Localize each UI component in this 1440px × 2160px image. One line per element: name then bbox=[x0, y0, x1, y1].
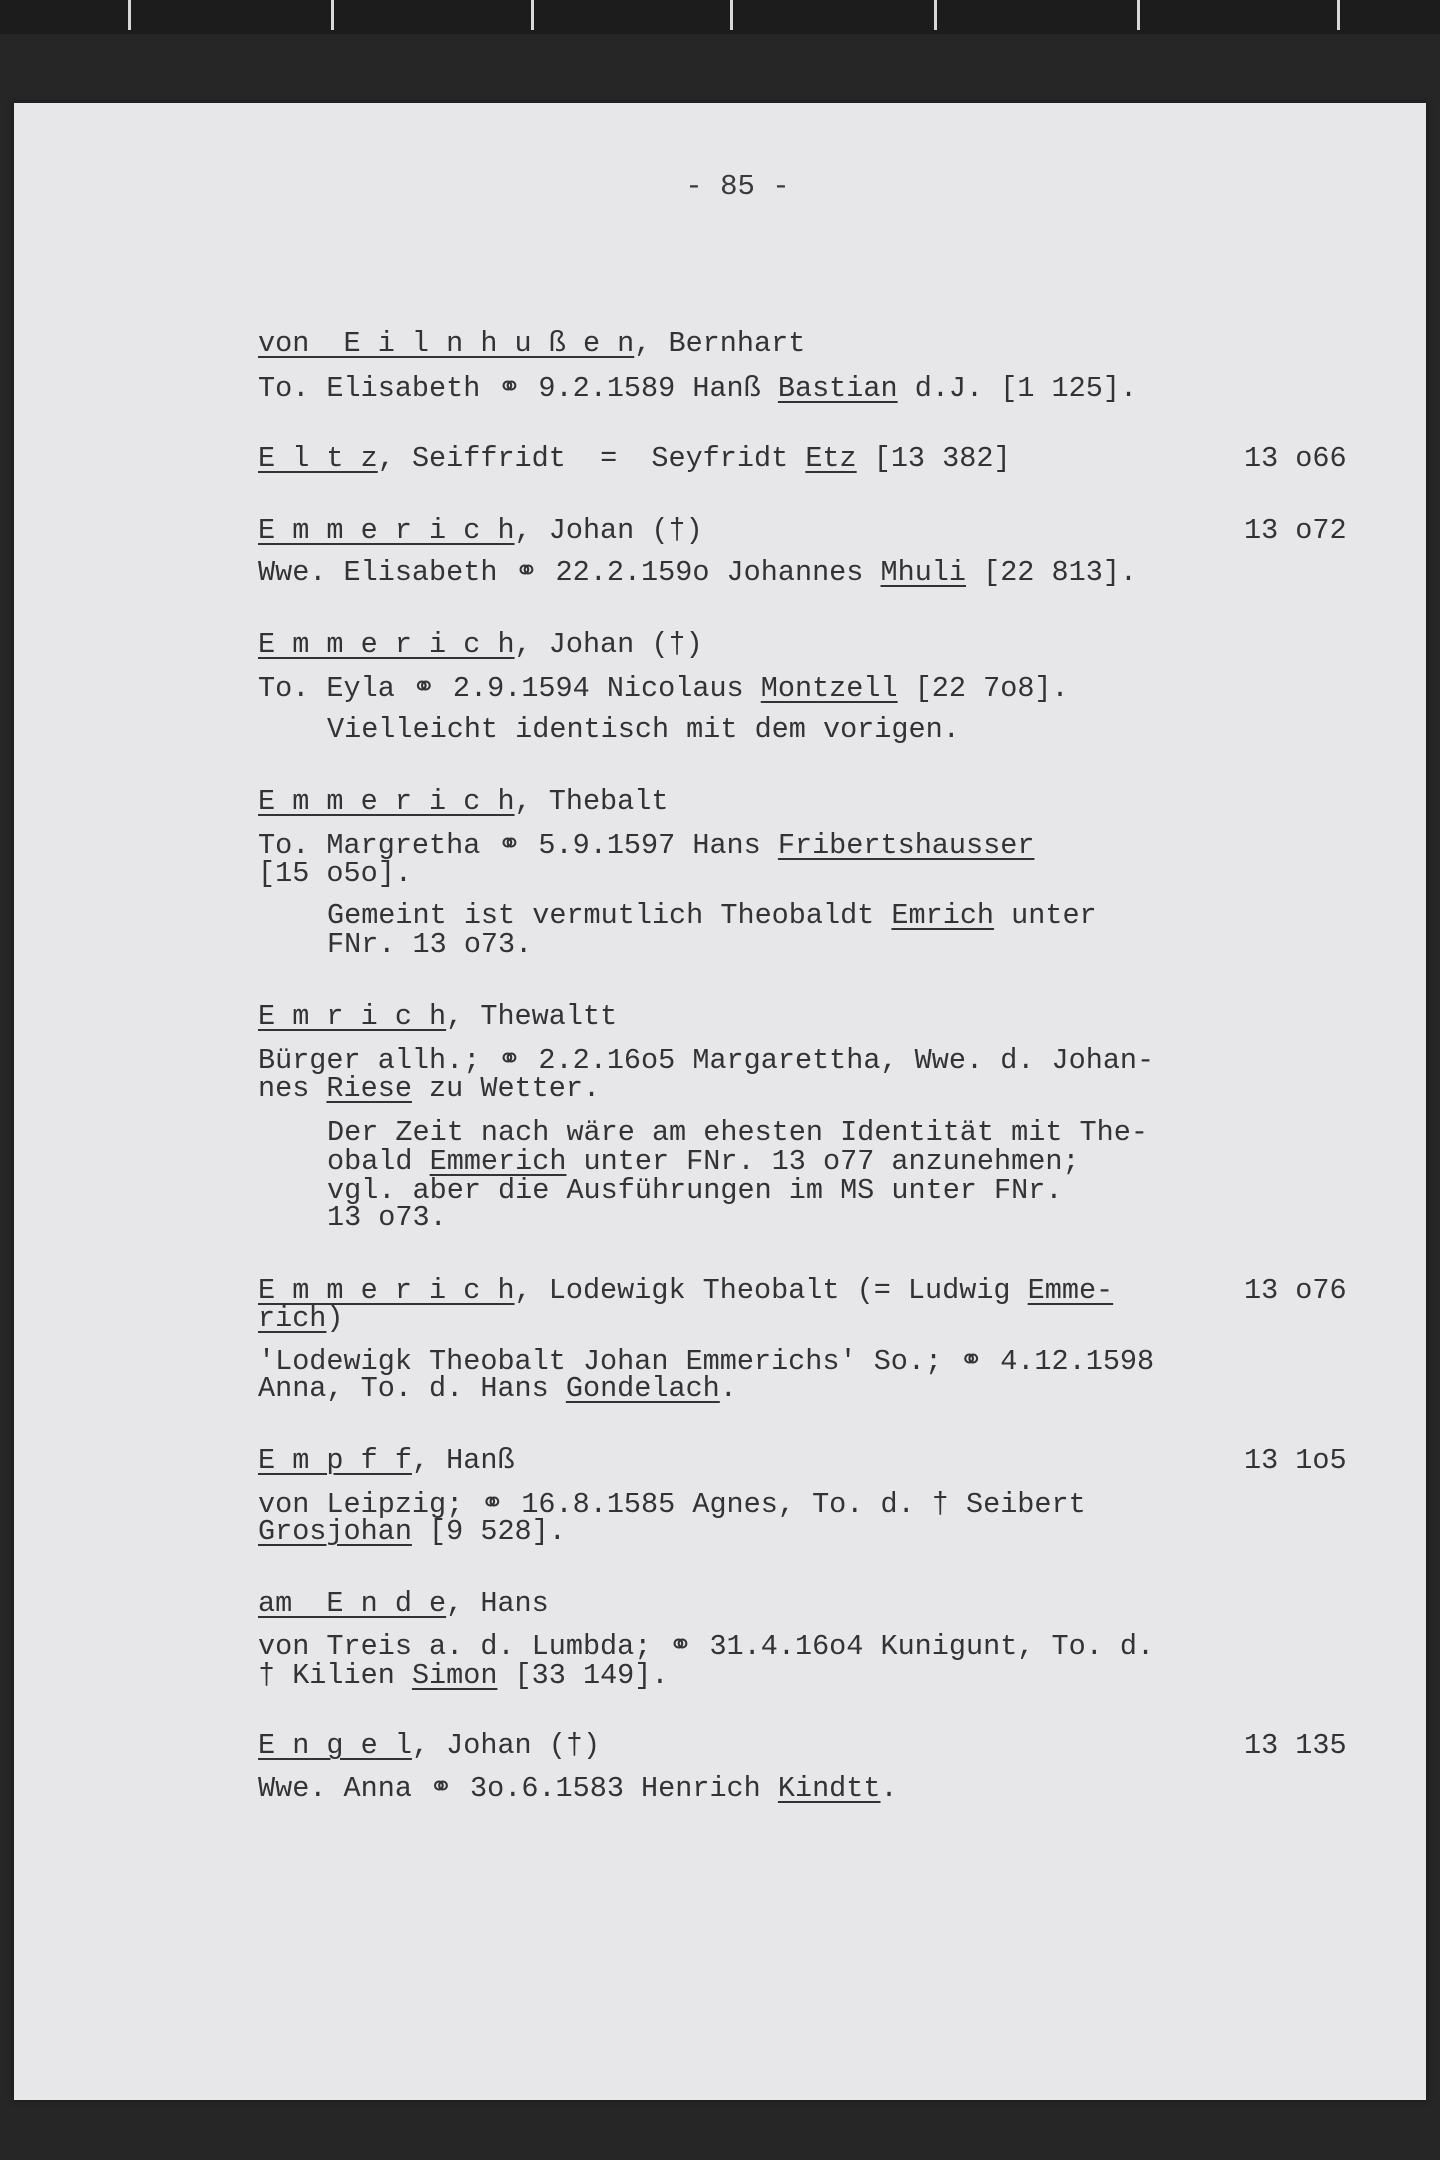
ruler-tick bbox=[1137, 0, 1140, 30]
underlined-name: Grosjohan bbox=[258, 1515, 412, 1548]
entry-body-line bbox=[258, 671, 1069, 707]
entry-body-line bbox=[258, 1771, 898, 1807]
text-segment: , Bernhart bbox=[634, 327, 806, 360]
family-number: 13 o66 bbox=[1244, 442, 1347, 475]
underlined-name: Montzell bbox=[760, 672, 898, 705]
text-segment: Gemeint ist vermutlich Theobaldt bbox=[327, 899, 892, 932]
underlined-name: E n g e l bbox=[258, 1729, 412, 1762]
ruler-tick bbox=[128, 0, 131, 30]
underlined-name: Kindtt bbox=[777, 1772, 881, 1805]
family-number: 13 135 bbox=[1244, 1729, 1347, 1762]
text-segment: , Seiffridt = Seyfridt bbox=[377, 442, 806, 475]
text-segment: † Kilien bbox=[258, 1659, 412, 1692]
entry-body-line bbox=[258, 1071, 600, 1107]
entry-head-line bbox=[258, 513, 703, 549]
underlined-name: E l t z bbox=[258, 442, 378, 475]
ruler-tick bbox=[934, 0, 937, 30]
underlined-name: Emmerich bbox=[429, 1145, 567, 1178]
text-segment: [22 7o8]. bbox=[897, 672, 1069, 705]
underlined-name: E m r i c h bbox=[258, 1000, 447, 1033]
underlined-name: Bastian bbox=[777, 372, 898, 405]
text-segment: Anna, To. d. Hans bbox=[258, 1372, 566, 1405]
ruler-tick bbox=[730, 0, 733, 30]
text-segment: , Hanß bbox=[411, 1444, 515, 1477]
entry-head-line bbox=[258, 326, 805, 362]
entry-body-line bbox=[258, 1514, 566, 1550]
underlined-name: E m m e r i c h bbox=[258, 628, 515, 661]
text-segment: von Leipzig; ⚭ 16.8.1585 Agnes, To. d. † Seibert bbox=[258, 1488, 1086, 1521]
entry-head-line bbox=[258, 627, 703, 663]
ruler-tick bbox=[531, 0, 534, 30]
ruler-tick bbox=[331, 0, 334, 30]
text-segment: [13 382] bbox=[856, 442, 1011, 475]
underlined-name: Mhuli bbox=[880, 556, 966, 589]
text-segment: , Thebalt bbox=[514, 785, 669, 818]
underlined-name: E m p f f bbox=[258, 1444, 412, 1477]
text-segment: Wwe. Anna ⚭ 3o.6.1583 Henrich bbox=[258, 1772, 778, 1805]
text-segment: [15 o5o]. bbox=[258, 857, 412, 890]
entry-note-line bbox=[327, 927, 532, 963]
text-segment: von Treis a. d. Lumbda; ⚭ 31.4.16o4 Kunigunt, To. d. bbox=[258, 1630, 1155, 1663]
underlined-name: E m m e r i c h bbox=[258, 514, 515, 547]
underlined-name: Fribertshausser bbox=[777, 829, 1035, 862]
text-segment: [9 528]. bbox=[411, 1515, 566, 1548]
underlined-name: Etz bbox=[805, 442, 857, 475]
text-segment: 'Lodewigk Theobalt Johan Emmerichs' So.; ⚭ 4.12.1598 bbox=[258, 1345, 1155, 1378]
entry-head-line bbox=[258, 1443, 515, 1479]
page-number: - 85 - bbox=[685, 170, 790, 203]
underlined-name: Emme- bbox=[1027, 1274, 1114, 1307]
entry-head-line bbox=[258, 1301, 344, 1337]
underlined-name: Gondelach bbox=[565, 1372, 720, 1405]
text-segment: Bürger allh.; ⚭ 2.2.16o5 Margarettha, Wwe. d. Johan- bbox=[258, 1044, 1155, 1077]
text-segment: [22 813]. bbox=[966, 556, 1138, 589]
entry-body-line bbox=[258, 1658, 668, 1694]
text-segment: , Lodewigk Theobalt (= Ludwig bbox=[514, 1274, 1028, 1307]
text-segment: , Johan (†) bbox=[411, 1729, 601, 1762]
family-number: 13 1o5 bbox=[1244, 1444, 1347, 1477]
text-segment: Wwe. Elisabeth ⚭ 22.2.159o Johannes bbox=[258, 556, 881, 589]
text-segment: obald bbox=[327, 1145, 430, 1178]
text-segment: To. Margretha ⚭ 5.9.1597 Hans bbox=[258, 829, 778, 862]
entry-head-line bbox=[258, 441, 1011, 477]
entry-body-line bbox=[258, 555, 1137, 591]
text-segment: . bbox=[719, 1372, 737, 1405]
text-segment: FNr. 13 o73. bbox=[327, 928, 533, 961]
entry-body-line bbox=[258, 856, 412, 892]
entry-head-line bbox=[258, 1728, 600, 1764]
text-segment: . bbox=[880, 1772, 898, 1805]
text-segment: [33 149]. bbox=[497, 1659, 669, 1692]
text-segment: vgl. aber die Ausführungen im MS unter FNr. bbox=[327, 1174, 1063, 1207]
family-number: 13 o76 bbox=[1244, 1274, 1347, 1307]
entry-body-line bbox=[258, 1371, 737, 1407]
text-segment: 13 o73. bbox=[327, 1201, 447, 1234]
entry-head-line bbox=[258, 784, 668, 820]
ruler-tick bbox=[1337, 0, 1340, 30]
text-segment: unter FNr. 13 o77 anzunehmen; bbox=[566, 1145, 1080, 1178]
entry-note-line bbox=[327, 712, 960, 748]
text-segment: To. Eyla ⚭ 2.9.1594 Nicolaus bbox=[258, 672, 761, 705]
text-segment: Vielleicht identisch mit dem vorigen. bbox=[327, 713, 960, 746]
entry-head-line bbox=[258, 1586, 549, 1622]
text-segment: , Thewaltt bbox=[446, 1000, 618, 1033]
entry-note-line bbox=[327, 1200, 447, 1236]
scan-ruler bbox=[0, 0, 1440, 34]
underlined-name: am E n d e bbox=[258, 1587, 447, 1620]
underlined-name: von E i l n h u ß e n bbox=[258, 327, 635, 360]
entry-body-line bbox=[258, 371, 1137, 407]
entry-head-line bbox=[258, 1273, 1113, 1309]
text-segment: nes bbox=[258, 1072, 327, 1105]
text-segment: , Johan (†) bbox=[514, 514, 703, 547]
underlined-name: E m m e r i c h bbox=[258, 785, 515, 818]
text-segment: To. Elisabeth ⚭ 9.2.1589 Hanß bbox=[258, 372, 778, 405]
entry-head-line bbox=[258, 999, 617, 1035]
text-segment: , Johan (†) bbox=[514, 628, 703, 661]
underlined-name: Simon bbox=[411, 1659, 498, 1692]
text-segment: unter bbox=[994, 899, 1097, 932]
text-segment: Der Zeit nach wäre am ehesten Identität mit The- bbox=[327, 1116, 1148, 1149]
family-number: 13 o72 bbox=[1244, 514, 1347, 547]
text-segment: zu Wetter. bbox=[411, 1072, 601, 1105]
underlined-name: Emrich bbox=[891, 899, 995, 932]
text-segment: ) bbox=[326, 1302, 344, 1335]
underlined-name: rich bbox=[258, 1302, 327, 1335]
underlined-name: Riese bbox=[326, 1072, 412, 1105]
underlined-name: E m m e r i c h bbox=[258, 1274, 515, 1307]
text-segment: , Hans bbox=[446, 1587, 549, 1620]
text-segment: d.J. [1 125]. bbox=[897, 372, 1138, 405]
